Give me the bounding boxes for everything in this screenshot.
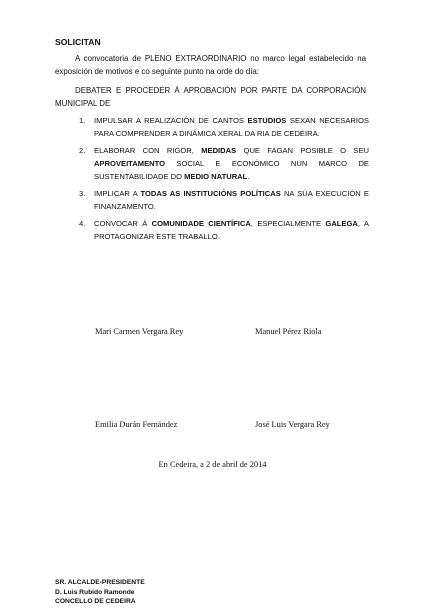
list-item: [79, 187, 369, 213]
intro-paragraph: A convocatoria de PLENO EXTRAORDINARIO no marco legal estabelecido na exposición de motivos e co seguinte punto na orde do día:: [55, 54, 366, 76]
addressee-block: [55, 578, 145, 607]
item-text: SEXAN NECESARIOS PARA COMPRENDER A DINÁMICA XERAL DA RIA DE CEDEIRA.: [94, 116, 369, 138]
addressee-title: SR. ALCALDE-PRESIDENTE: [55, 579, 145, 586]
item-text: , A PROTAGONIZAR ESTE TRABALLO.: [94, 219, 369, 241]
list-item: [79, 217, 369, 243]
debate-paragraph: DEBATER E PROCEDER Á APROBACIÓN POR PARTE DA CORPORACIÓN MUNICIPAL DE: [55, 86, 366, 108]
item-bold-text: ESTUDIOS: [247, 116, 287, 125]
item-bold-text: MEDIDAS: [201, 146, 237, 155]
item-number: 4.: [79, 219, 86, 228]
list-item: [79, 114, 369, 140]
signatory-name: Emilia Durán Fernández: [95, 420, 178, 429]
signatory-name: José Luis Vergara Rey: [255, 420, 330, 429]
item-bold-text: COMUNIDADE CIENTÍFICA: [151, 219, 251, 228]
addressee-name: D. Luis Rubido Ramonde: [55, 588, 135, 596]
signatory-name: Manuel Pérez Riola: [255, 327, 322, 336]
item-bold-text: GALEGA: [325, 219, 358, 228]
item-text: SOCIAL E ECONÓMICO NUN MARCO DE SUSTENTABILIDADE DO: [94, 159, 369, 181]
agenda-list: [79, 114, 369, 247]
list-item: [79, 144, 369, 183]
item-text: IMPULSAR A REALIZACIÓN DE CANTOS: [94, 116, 248, 125]
signatory-name: Mari Carmen Vergara Rey: [95, 327, 184, 336]
item-text: ELABORAR CON RIGOR,: [94, 146, 202, 155]
item-text: QUE FAGAN POSIBLE O SEU: [236, 146, 369, 155]
item-text: , ESPECIALMENTE: [250, 219, 326, 228]
item-number: 3.: [79, 189, 86, 198]
item-bold-text: TODAS AS INSTITUCIÓNS POLÍTICAS: [140, 189, 281, 198]
item-text: IMPLICAR A: [94, 189, 141, 198]
item-text: .: [247, 172, 250, 181]
section-heading: SOLICITAN: [55, 37, 101, 47]
item-text: CONVOCAR Á: [94, 219, 152, 228]
item-number: 1.: [79, 116, 86, 125]
item-text: NA SÚA EXECUCIÓN E FINANZAMENTO.: [94, 189, 369, 211]
item-bold-text: MEDIO NATURAL: [184, 172, 248, 181]
item-bold-text: APROVEITAMENTO: [94, 159, 166, 168]
addressee-institution: CONCELLO DE CEDEIRA: [55, 598, 136, 605]
item-number: 2.: [79, 146, 86, 155]
date-line: En Cedeira, a 2 de abril de 2014: [158, 460, 267, 469]
